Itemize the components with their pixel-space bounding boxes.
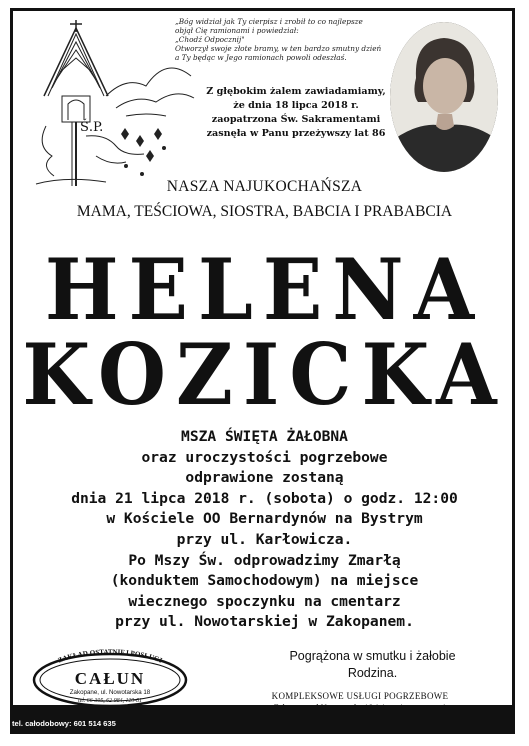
funeral-line: dnia 21 lipca 2018 r. (sobota) o godz. 12:00 xyxy=(71,489,458,507)
wayside-shrine-illustration xyxy=(26,16,196,191)
logo-brand: CAŁUN xyxy=(74,669,146,688)
poem-line: a Ty będąc w Jego ramionach powoli odeszłaś. xyxy=(175,52,347,62)
logo-address: Zakopane, ul. Nowotarska 18 xyxy=(69,689,151,696)
notice-line: zaopatrzona Św. Sakramentami xyxy=(211,113,381,125)
funeral-line: (konduktem Samochodowym) na miejsce xyxy=(110,572,419,590)
portrait-photo xyxy=(390,22,498,172)
sp-symbol: Ś.P. xyxy=(80,120,104,135)
funeral-line: przy ul. Nowotarskiej w Zakopanem. xyxy=(115,613,414,631)
logo-phones: tel. 66-305, 62-984, 120-81 xyxy=(78,698,142,704)
poem-line: „Chodź Odpocznij" xyxy=(175,34,245,44)
poem-line: „Bóg widział jak Ty cierpisz i zrobił to co najlepsze xyxy=(175,17,363,26)
mourners-line-1: Pogrążona w smutku i żałobie xyxy=(289,649,456,663)
footer-hotline: tel. całodobowy: 601 514 635 xyxy=(12,719,116,728)
poem-line: Otworzył swoje złote bramy, w ten bardzo smutny dzień xyxy=(175,43,382,53)
funeral-details xyxy=(0,427,529,633)
deceased-first-name: HELENA xyxy=(44,241,485,340)
funeral-line: wiecznego spoczynku na cmentarz xyxy=(128,592,401,610)
funeral-line: przy ul. Karłowicza. xyxy=(176,530,353,548)
funeral-line: Po Mszy Św. odprowadzimy Zmarłą xyxy=(128,551,401,569)
funeral-line: oraz uroczystości pogrzebowe xyxy=(141,448,388,466)
logo-arc-text: ZAKŁAD OSTATNIEJ POSŁUGI xyxy=(56,648,164,665)
funeral-line: odprawione zostaną xyxy=(185,469,344,487)
deceased-last-name: KOZICKA xyxy=(22,326,507,425)
funeral-line: w Kościele OO Bernardynów na Bystrym xyxy=(106,510,423,528)
poem-line: objął Cię ramionami i powiedział: xyxy=(175,25,299,35)
heading-line-2: MAMA, TEŚCIOWA, SIOSTRA, BABCIA I PRABABCIA xyxy=(76,203,453,220)
funeral-line: MSZA ŚWIĘTA ŻAŁOBNA xyxy=(181,428,348,445)
notice-line: zasnęła w Panu przeżywszy lat 86 xyxy=(206,127,386,139)
notice-line: że dnia 18 lipca 2018 r. xyxy=(233,99,359,111)
service-title: KOMPLEKSOWE USŁUGI POGRZEBOWE xyxy=(271,691,449,701)
mourners-line-2: Rodzina. xyxy=(347,666,398,680)
poem xyxy=(175,18,397,62)
calun-logo xyxy=(30,648,190,708)
mourners xyxy=(240,648,505,682)
heading-line-1: NASZA NAJUKOCHAŃSZA xyxy=(166,178,363,195)
notice-line: Z głębokim żalem zawiadamiamy, xyxy=(206,86,386,97)
death-notice xyxy=(196,85,396,141)
